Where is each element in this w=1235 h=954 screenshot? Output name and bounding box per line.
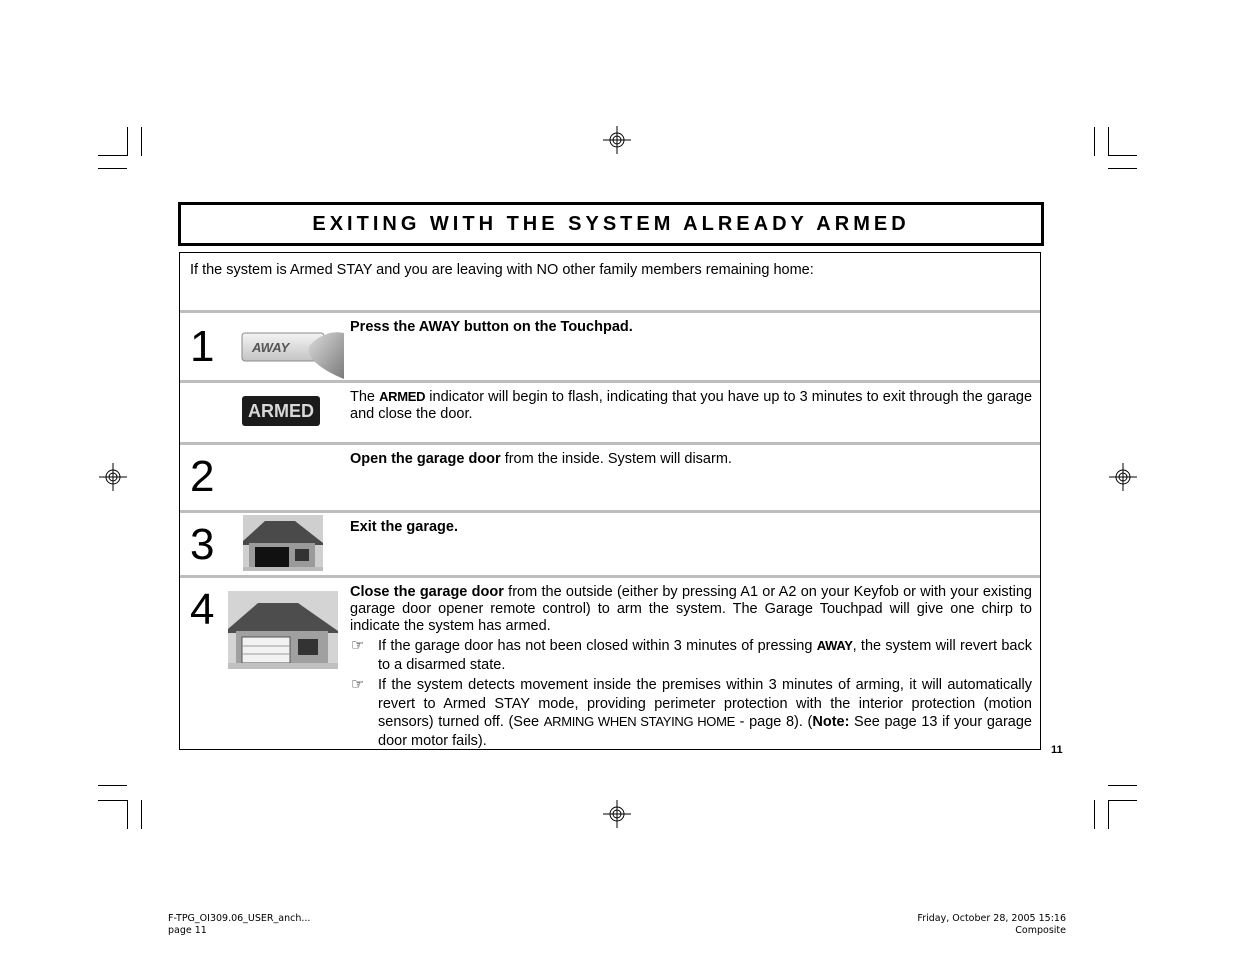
registration-mark-right: [1109, 463, 1137, 491]
away-button-label: AWAY: [252, 340, 290, 355]
armed-indicator-label: ARMED: [248, 400, 314, 421]
instructions-table: [179, 252, 1041, 750]
away-button-icon: [240, 327, 344, 379]
pointing-hand-icon: ☞: [351, 637, 365, 654]
armed-indicator-text: The ARMED indicator will begin to flash, indicating that you have up to 3 minutes to exit through the garage and close the door.: [350, 389, 1033, 422]
house-open-garage-image: [243, 515, 323, 571]
step-4-row: [180, 578, 1040, 750]
pointing-hand-icon: ☞: [351, 676, 365, 693]
page-number: 11: [1051, 744, 1063, 756]
step-4-text: Close the garage door from the outside (either by pressing A1 or A2 on your Keyfob or with your existing garage door opener remote control) to arm the system. The Garage Touchpad will give one chirp to indicate the system has armed.: [350, 584, 1032, 634]
step-number: 4: [190, 585, 215, 634]
step-1-row: [180, 313, 1040, 380]
registration-mark-bottom: [603, 800, 631, 828]
registration-mark-top: [603, 126, 631, 154]
title-box: [178, 202, 1044, 246]
armed-indicator-icon: [242, 396, 320, 426]
armed-indicator-row: [180, 383, 1040, 443]
step-2-row: [180, 445, 1040, 511]
step-4-bullet-1: ☞ If the garage door has not been closed within 3 minutes of pressing AWAY, the system will revert back to a disarmed state.: [351, 637, 1032, 673]
step-number: 3: [190, 520, 215, 569]
step-3-text: Exit the garage.: [350, 519, 458, 535]
intro-text: If the system is Armed STAY and you are leaving with NO other family members remaining home:: [190, 262, 814, 278]
footer-right: Friday, October 28, 2005 15:16 Composite: [917, 913, 1066, 936]
step-4-bullet-2: ☞ If the system detects movement inside the premises within 3 minutes of arming, it will automatically revert to Armed STAY mode, providing perimeter protection with the interior protection (motion sensors) turned off. (See ARMING WHEN STAYING HOME - page 8). (Note: See page 13 if your garage door motor fails).: [351, 676, 1032, 749]
step-2-text: Open the garage door from the inside. System will disarm.: [350, 451, 732, 467]
step-number: 1: [190, 322, 215, 371]
footer-left: F-TPG_OI309.06_USER_anch... page 11: [168, 913, 311, 936]
page-title: EXITING WITH THE SYSTEM ALREADY ARMED: [312, 212, 910, 235]
intro-row: [180, 253, 1040, 311]
house-closed-garage-image: [228, 591, 338, 669]
step-1-text: Press the AWAY button on the Touchpad.: [350, 319, 633, 335]
step-number: 2: [190, 452, 215, 501]
registration-mark-left: [99, 463, 127, 491]
step-3-row: [180, 513, 1040, 576]
